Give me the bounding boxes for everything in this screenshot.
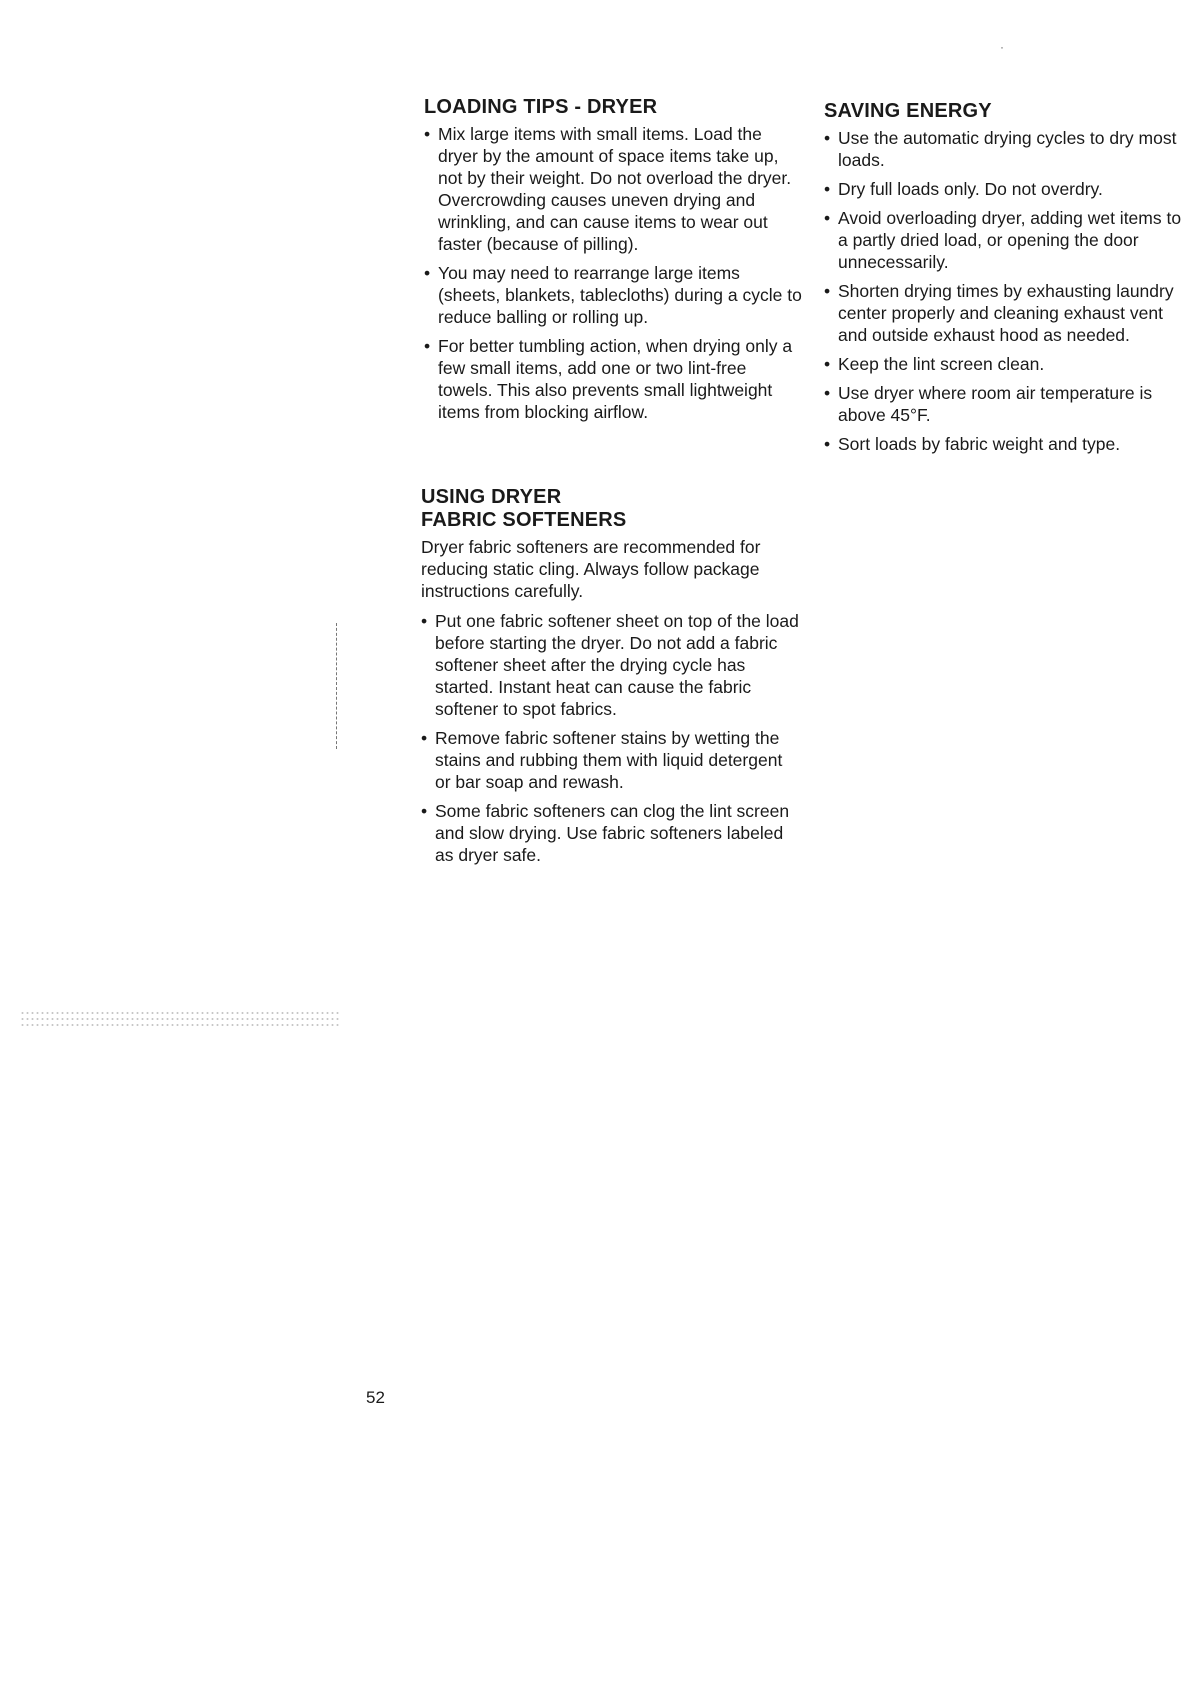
loading-tips-heading: LOADING TIPS - DRYER <box>424 96 658 118</box>
fabric-softeners-section <box>421 486 801 873</box>
fabric-softeners-heading-line1: USING DRYER <box>421 486 562 508</box>
list-item: • Use the automatic drying cycles to dry most loads. <box>824 127 1190 171</box>
list-item: • Keep the lint screen clean. <box>824 353 1190 375</box>
saving-energy-section <box>824 100 1190 462</box>
list-item: • You may need to rearrange large items (sheets, blankets, tablecloths) during a cycle to reduce balling or rolling up. <box>424 262 804 328</box>
list-item: • Sort loads by fabric weight and type. <box>824 433 1190 455</box>
fabric-softeners-intro: Dryer fabric softeners are recommended for reducing static cling. Always follow package instructions carefully. <box>421 537 761 601</box>
list-item: • Mix large items with small items. Load the dryer by the amount of space items take up, not by their weight. Do not overload the dryer. Overcrowding causes uneven drying and wrinkling, and can cause items to wear out faster (because of pilling). <box>424 123 804 255</box>
loading-tips-list <box>424 123 804 423</box>
list-item: • Put one fabric softener sheet on top of the load before starting the dryer. Do not add a fabric softener sheet after the drying cycle has started. Instant heat can cause the fabric softener to spot fabrics. <box>421 610 801 720</box>
scan-noise-artifact <box>20 1010 340 1028</box>
margin-rule-divider <box>336 623 337 749</box>
fabric-softeners-heading-line2: FABRIC SOFTENERS <box>421 509 627 531</box>
saving-energy-list <box>824 127 1190 455</box>
list-item: • Some fabric softeners can clog the lint screen and slow drying. Use fabric softeners labeled as dryer safe. <box>421 800 801 866</box>
list-item: • Dry full loads only. Do not overdry. <box>824 178 1190 200</box>
list-item: • Remove fabric softener stains by wetting the stains and rubbing them with liquid detergent or bar soap and rewash. <box>421 727 801 793</box>
list-item: • For better tumbling action, when drying only a few small items, add one or two lint-free towels. This also prevents small lightweight items from blocking airflow. <box>424 335 804 423</box>
loading-tips-section <box>424 96 804 430</box>
scan-artifact-mark: · <box>1000 40 1004 54</box>
list-item: • Use dryer where room air temperature is above 45°F. <box>824 382 1190 426</box>
page-number: 52 <box>366 1388 385 1407</box>
list-item: • Avoid overloading dryer, adding wet items to a partly dried load, or opening the door unnecessarily. <box>824 207 1190 273</box>
fabric-softeners-heading <box>421 486 801 532</box>
list-item: • Shorten drying times by exhausting laundry center properly and cleaning exhaust vent and outside exhaust hood as needed. <box>824 280 1190 346</box>
saving-energy-heading: SAVING ENERGY <box>824 100 992 122</box>
fabric-softeners-list <box>421 610 801 866</box>
